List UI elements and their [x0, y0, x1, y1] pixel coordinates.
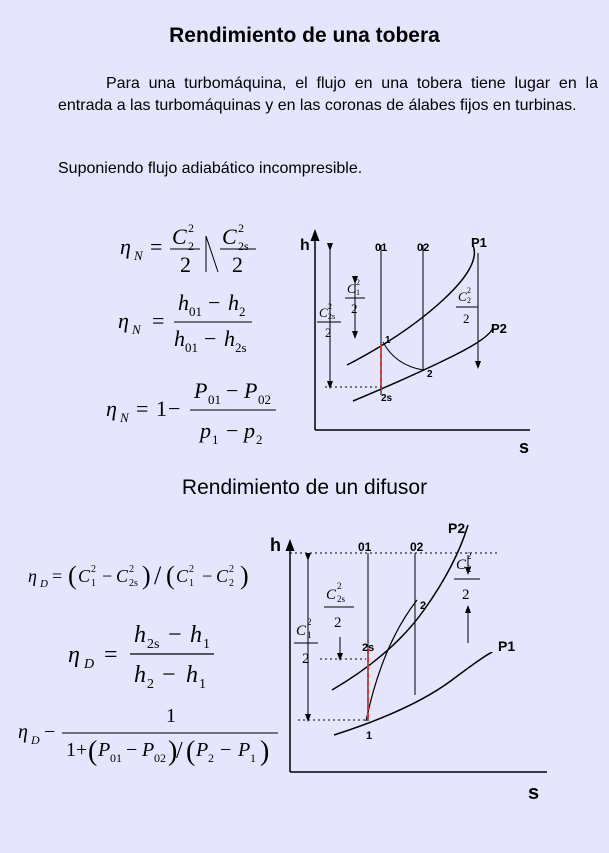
- svg-text:2: 2: [91, 564, 96, 575]
- svg-text:C: C: [326, 587, 337, 603]
- svg-text:2: 2: [208, 751, 214, 765]
- label-02: 02: [410, 540, 424, 554]
- point-1: 1: [366, 730, 373, 742]
- nozzle-eq-2: [118, 290, 252, 355]
- svg-text:2: 2: [325, 325, 332, 340]
- svg-text:h: h: [186, 662, 198, 688]
- svg-text:1: 1: [199, 677, 206, 692]
- title-nozzle: Rendimiento de una tobera: [169, 24, 440, 47]
- svg-text:2: 2: [351, 301, 358, 316]
- compression-curve: [366, 600, 417, 721]
- label-01: 01: [358, 540, 372, 554]
- svg-text:(: (: [186, 736, 196, 767]
- svg-text:): ): [240, 561, 249, 590]
- svg-text:2: 2: [307, 617, 312, 627]
- svg-text:2: 2: [239, 304, 246, 319]
- svg-text:2: 2: [229, 564, 234, 575]
- svg-text:D: D: [84, 657, 95, 672]
- svg-text:2s: 2s: [129, 578, 138, 589]
- svg-text:): ): [142, 561, 151, 590]
- svg-text:2: 2: [129, 564, 134, 575]
- svg-text:P: P: [98, 739, 111, 761]
- svg-text:N: N: [120, 410, 129, 425]
- svg-text:C: C: [347, 281, 356, 296]
- diffuser-hs-diagram: [262, 515, 562, 805]
- point-2s: 2s: [362, 642, 375, 654]
- svg-text:2: 2: [467, 296, 471, 305]
- svg-text:2: 2: [238, 221, 244, 235]
- diffuser-eq-3: [18, 705, 278, 767]
- svg-text:C: C: [296, 623, 307, 639]
- svg-text:=: =: [136, 396, 149, 421]
- svg-text:): ): [260, 736, 270, 767]
- svg-text:2: 2: [463, 311, 470, 326]
- svg-text:η: η: [118, 308, 129, 333]
- diffuser-equations: [10, 540, 290, 780]
- point-2s: 2s: [381, 393, 393, 404]
- svg-text:C: C: [78, 566, 91, 586]
- svg-text:P: P: [142, 739, 155, 761]
- h-axis-label: h: [300, 237, 310, 254]
- c2s-fraction: [317, 302, 341, 340]
- c2s-fraction: [324, 581, 354, 631]
- c1-fraction: [294, 617, 318, 667]
- point-2: 2: [420, 600, 427, 612]
- assumption-text: Suponiendo flujo adiabático incompresible.: [58, 160, 363, 177]
- svg-text:−: −: [208, 290, 221, 315]
- svg-text:P: P: [238, 739, 251, 761]
- svg-text:1: 1: [307, 630, 312, 640]
- svg-text:h: h: [190, 622, 202, 648]
- svg-text:−: −: [226, 378, 239, 403]
- svg-text:C: C: [172, 224, 187, 249]
- svg-text:2s: 2s: [238, 239, 249, 253]
- svg-text:01: 01: [189, 304, 202, 319]
- intro-paragraph: [58, 73, 598, 117]
- svg-text:h: h: [178, 290, 189, 315]
- svg-text:p: p: [244, 418, 255, 443]
- svg-text:D: D: [40, 578, 48, 590]
- svg-text:2: 2: [188, 221, 194, 235]
- svg-text:−: −: [162, 662, 176, 688]
- s-axis-label: s: [528, 782, 540, 804]
- svg-text:h: h: [134, 662, 146, 688]
- svg-text:2: 2: [328, 302, 332, 311]
- svg-text:η: η: [68, 642, 80, 668]
- svg-text:(: (: [88, 736, 98, 767]
- svg-text:1: 1: [189, 578, 194, 589]
- svg-text:−: −: [226, 418, 239, 443]
- intro-text: Para una turbomáquina, el flujo en una tobera tiene lugar en la entrada a las turbomáquinas y en las coronas de álabes fijos en turbinas.: [58, 75, 598, 114]
- p1-isobar: [347, 245, 474, 365]
- svg-text:=: =: [104, 642, 118, 668]
- label-p2: P2: [491, 321, 507, 336]
- svg-text:h: h: [174, 326, 185, 351]
- svg-text:/: /: [154, 561, 162, 590]
- label-02: 02: [417, 242, 430, 254]
- svg-text:2: 2: [256, 432, 263, 447]
- label-p2: P2: [448, 520, 466, 536]
- svg-text:−: −: [220, 739, 232, 761]
- svg-text:−: −: [126, 739, 138, 761]
- svg-text:P: P: [244, 378, 258, 403]
- svg-text:1+: 1+: [66, 739, 88, 761]
- svg-text:h: h: [134, 622, 146, 648]
- svg-text:1: 1: [356, 288, 360, 297]
- svg-text:): ): [168, 736, 178, 767]
- svg-text:N: N: [132, 322, 141, 337]
- svg-text:2: 2: [188, 239, 194, 253]
- s-axis-label: s: [519, 437, 530, 457]
- label-p1: P1: [471, 235, 487, 250]
- svg-text:P: P: [194, 378, 208, 403]
- label-p1: P1: [498, 638, 516, 654]
- svg-text:2: 2: [229, 578, 234, 589]
- svg-text:2s: 2s: [235, 340, 247, 355]
- svg-text:/: /: [176, 738, 183, 764]
- svg-text:(: (: [68, 561, 77, 590]
- svg-text:2: 2: [467, 564, 472, 574]
- svg-text:−: −: [44, 721, 56, 743]
- nozzle-eq-1: [120, 221, 256, 277]
- svg-text:−: −: [168, 396, 181, 421]
- svg-text:02: 02: [258, 392, 271, 407]
- diffuser-eq-2: [68, 622, 214, 692]
- h-axis-label: h: [270, 535, 281, 555]
- svg-text:C: C: [116, 566, 129, 586]
- svg-text:2s: 2s: [328, 312, 336, 321]
- svg-text:p: p: [200, 418, 211, 443]
- point-2: 2: [427, 369, 433, 380]
- svg-text:N: N: [134, 248, 143, 263]
- svg-text:2s: 2s: [147, 637, 160, 652]
- svg-text:η: η: [106, 396, 117, 421]
- svg-text:1: 1: [212, 432, 219, 447]
- svg-text:2: 2: [467, 286, 471, 295]
- svg-text:1: 1: [156, 396, 167, 421]
- svg-text:h: h: [224, 326, 235, 351]
- svg-text:2: 2: [180, 252, 191, 277]
- svg-text:C: C: [216, 566, 229, 586]
- svg-text:=: =: [152, 308, 165, 333]
- svg-text:2: 2: [232, 252, 243, 277]
- svg-text:01: 01: [185, 340, 198, 355]
- svg-text:−: −: [204, 326, 217, 351]
- svg-text:1: 1: [91, 578, 96, 589]
- svg-text:−: −: [102, 566, 113, 586]
- svg-text:=: =: [150, 234, 163, 259]
- svg-text:D: D: [31, 733, 40, 747]
- svg-text:2: 2: [337, 581, 342, 591]
- svg-text:C: C: [458, 289, 467, 304]
- nozzle-eq-3: [106, 378, 276, 447]
- c2-fraction: [454, 551, 480, 603]
- svg-text:−: −: [202, 566, 213, 586]
- nozzle-hs-diagram: [295, 225, 545, 460]
- svg-text:C: C: [319, 305, 328, 320]
- svg-text:(: (: [166, 561, 175, 590]
- title-diffuser: Rendimiento de un difusor: [181, 476, 428, 499]
- svg-text:C: C: [176, 566, 189, 586]
- svg-text:01: 01: [208, 392, 221, 407]
- svg-text:2: 2: [147, 677, 154, 692]
- svg-text:1: 1: [250, 751, 256, 765]
- svg-text:01: 01: [110, 751, 122, 765]
- svg-text:P: P: [196, 739, 209, 761]
- label-01: 01: [375, 242, 388, 254]
- svg-text:−: −: [168, 622, 182, 648]
- svg-text:η: η: [28, 566, 37, 586]
- svg-text:C: C: [222, 224, 237, 249]
- nozzle-equations: [100, 210, 300, 450]
- svg-text:2: 2: [467, 551, 472, 561]
- svg-text:02: 02: [154, 751, 166, 765]
- svg-text:2: 2: [462, 587, 470, 603]
- p1-isobar: [334, 653, 492, 735]
- svg-text:C: C: [456, 557, 467, 573]
- c2-fraction: [456, 286, 478, 326]
- svg-text:h: h: [228, 290, 239, 315]
- svg-text:1: 1: [166, 705, 176, 727]
- expansion-curve: [383, 342, 423, 370]
- svg-text:2: 2: [334, 615, 342, 631]
- diffuser-eq-1: [28, 561, 249, 590]
- svg-text:η: η: [120, 234, 131, 259]
- svg-text:2s: 2s: [337, 594, 346, 604]
- svg-text:2: 2: [302, 651, 310, 667]
- point-1: 1: [385, 335, 391, 346]
- svg-text:1: 1: [203, 637, 210, 652]
- svg-text:2: 2: [356, 278, 360, 287]
- svg-text:=: =: [52, 566, 63, 586]
- svg-text:2: 2: [189, 564, 194, 575]
- svg-text:η: η: [18, 721, 28, 743]
